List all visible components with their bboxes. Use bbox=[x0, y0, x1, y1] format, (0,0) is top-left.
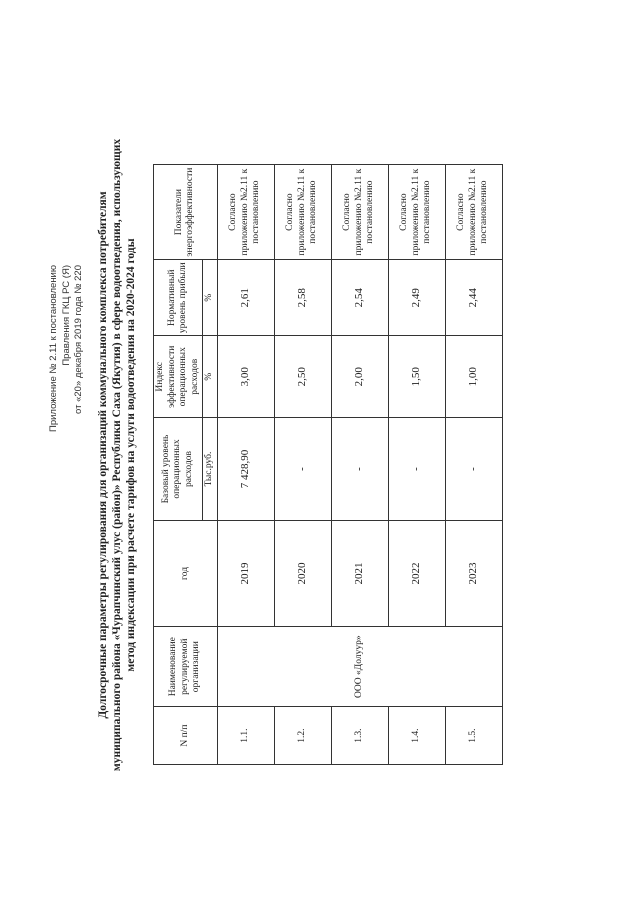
cell-profit: 2,44 bbox=[445, 260, 502, 336]
header-energy-efficiency: Показатели энергоэффективности bbox=[154, 165, 218, 260]
header-organization: Наименование регулируемой организации bbox=[154, 627, 218, 707]
cell-base: - bbox=[331, 418, 388, 520]
attachment-note bbox=[48, 265, 86, 432]
parameters-table bbox=[153, 164, 503, 765]
document-title bbox=[96, 135, 138, 775]
cell-index: 1,00 bbox=[445, 336, 502, 418]
cell-year: 2023 bbox=[445, 520, 502, 626]
cell-num: 1.1. bbox=[217, 707, 274, 765]
cell-efficiency: Согласно приложению №2.11 к постановлению bbox=[331, 165, 388, 260]
cell-index: 3,00 bbox=[217, 336, 274, 418]
cell-base: - bbox=[274, 418, 331, 520]
cell-profit: 2,49 bbox=[388, 260, 445, 336]
cell-num: 1.5. bbox=[445, 707, 502, 765]
cell-efficiency: Согласно приложению №2.11 к постановлению bbox=[274, 165, 331, 260]
cell-num: 1.2. bbox=[274, 707, 331, 765]
unit-index: % bbox=[203, 336, 218, 418]
header-base-costs: Базовый уровень операционных расходов bbox=[154, 418, 203, 520]
cell-index: 2,00 bbox=[331, 336, 388, 418]
cell-base: - bbox=[388, 418, 445, 520]
header-efficiency-index: Индекс эффективности операционных расходов bbox=[154, 336, 203, 418]
cell-base: - bbox=[445, 418, 502, 520]
header-num: N п/п bbox=[154, 707, 218, 765]
table-row bbox=[217, 165, 274, 765]
cell-base: 7 428,90 bbox=[217, 418, 274, 520]
cell-num: 1.4. bbox=[388, 707, 445, 765]
cell-profit: 2,54 bbox=[331, 260, 388, 336]
cell-num: 1.3. bbox=[331, 707, 388, 765]
cell-efficiency: Согласно приложению №2.11 к постановлению bbox=[388, 165, 445, 260]
cell-year: 2020 bbox=[274, 520, 331, 626]
title-line-1: Долгосрочные параметры регулирования для организаций коммунального комплекса потребителям bbox=[97, 191, 109, 719]
cell-year: 2021 bbox=[331, 520, 388, 626]
cell-efficiency: Согласно приложению №2.11 к постановлению bbox=[445, 165, 502, 260]
cell-index: 1,50 bbox=[388, 336, 445, 418]
title-line-3: метод индексации при расчете тарифов на услуги водоотведения на 2020-2024 годы bbox=[125, 238, 137, 672]
header-profit-level: Нормативный уровень прибыли bbox=[154, 260, 203, 336]
unit-profit: % bbox=[203, 260, 218, 336]
header-year: год bbox=[154, 520, 218, 626]
table-header-row bbox=[154, 165, 203, 765]
unit-base: Тыс.руб. bbox=[203, 418, 218, 520]
attachment-line-1: Приложение № 2.11 к постановлению bbox=[48, 265, 59, 432]
cell-index: 2,50 bbox=[274, 336, 331, 418]
cell-year: 2022 bbox=[388, 520, 445, 626]
attachment-line-3: от «20» декабря 2019 года № 220 bbox=[73, 265, 84, 414]
title-line-2: муниципального района «Чурапчинский улус (район)» Республики Саха (Якутия) в сфере водоотведения, использующих bbox=[111, 138, 123, 772]
cell-efficiency: Согласно приложению №2.11 к постановлению bbox=[217, 165, 274, 260]
cell-year: 2019 bbox=[217, 520, 274, 626]
attachment-line-2: Правления ГКЦ РС (Я) bbox=[60, 265, 72, 366]
cell-profit: 2,58 bbox=[274, 260, 331, 336]
cell-profit: 2,61 bbox=[217, 260, 274, 336]
cell-organization: ООО «Долуур» bbox=[217, 627, 502, 707]
